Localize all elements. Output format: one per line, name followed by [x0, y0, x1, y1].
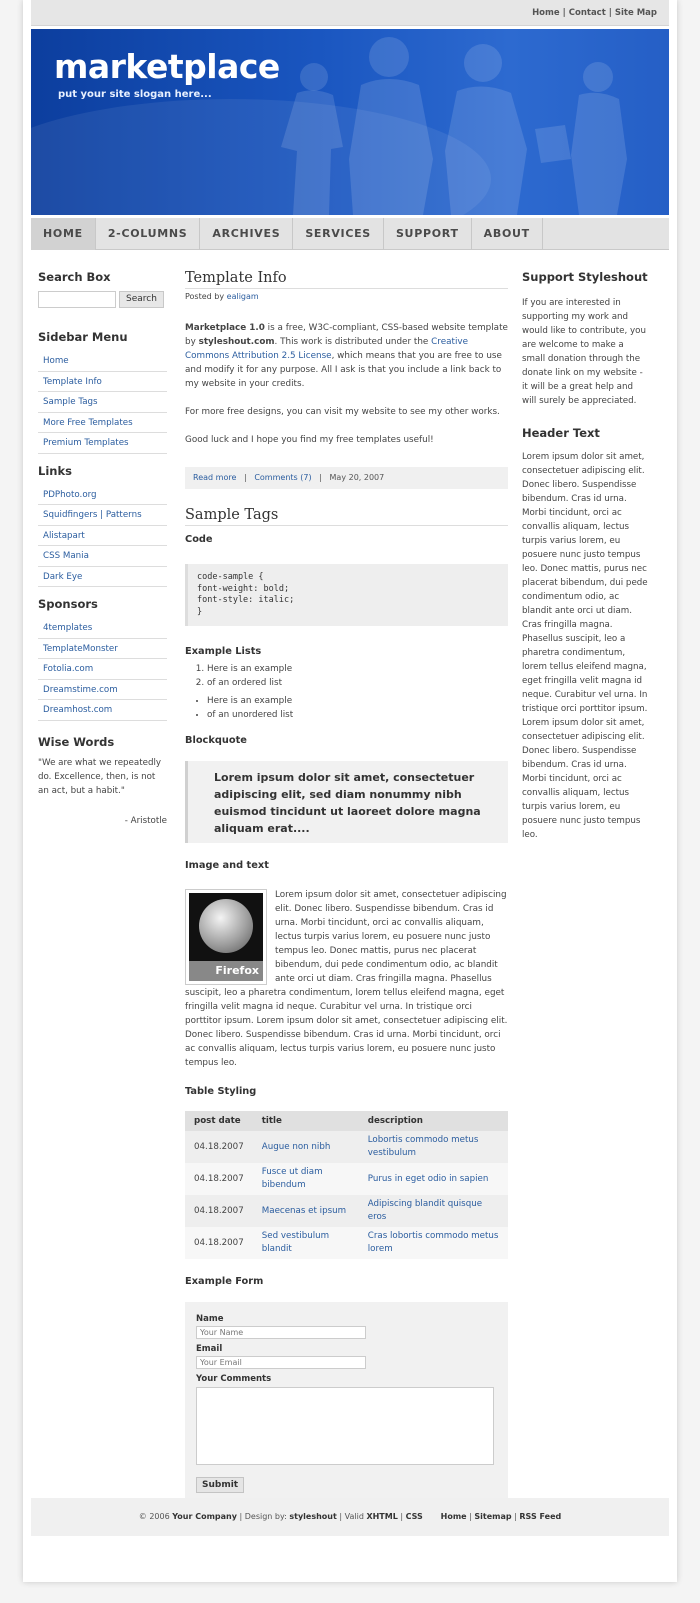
table-link[interactable]: Cras lobortis commodo metus lorem [367, 1231, 499, 1254]
post-paragraph: Marketplace 1.0 is a free, W3C-compliant, CSS-based website template by styleshout.com. This work is distributed under the Creative Commons Attribution 2.5 License, which means that you are free to use and modify it for any purpose. All I ask is that you include a link back to my website in your credits. [185, 323, 508, 389]
list-item: 2. of an ordered list [207, 676, 508, 690]
firefox-image-label: Firefox [189, 961, 263, 981]
left-sidebar [38, 270, 167, 828]
footer-rss-link[interactable]: RSS Feed [519, 1512, 562, 1521]
links-list [38, 485, 167, 588]
footer-css-link[interactable]: CSS [405, 1512, 423, 1521]
main-nav [31, 217, 669, 250]
nav-tab-services[interactable]: SERVICES [293, 218, 384, 250]
table-row [185, 1227, 508, 1259]
site-slogan: put your site slogan here... [58, 89, 212, 100]
page-container [23, 0, 677, 1582]
nav-tab-support[interactable]: SUPPORT [384, 218, 472, 250]
search-box-title: Search Box [38, 270, 111, 284]
top-link-contact[interactable]: Contact [568, 8, 606, 18]
table-link[interactable]: Purus in eget odio in sapien [367, 1173, 489, 1184]
link-item[interactable]: Alistapart [38, 526, 167, 547]
sponsors-title: Sponsors [38, 597, 98, 611]
sponsor-item[interactable]: Dreamstime.com [38, 680, 167, 701]
top-link-sitemap[interactable]: Site Map [614, 8, 657, 18]
footer-designer-link[interactable]: styleshout [289, 1512, 337, 1521]
sidebar-item-premium-templates[interactable]: Premium Templates [38, 433, 167, 454]
unordered-list [207, 694, 508, 722]
sponsor-item[interactable]: 4templates [38, 618, 167, 639]
link-item[interactable]: CSS Mania [38, 546, 167, 567]
table-row [185, 1163, 508, 1195]
link-item[interactable]: Squidfingers | Patterns [38, 505, 167, 526]
firefox-image [185, 889, 267, 985]
top-bar [31, 0, 669, 26]
footer: © 2006 Your Company | Design by: styleshout | Valid XHTML | CSS Home | Sitemap | RSS Feed [31, 1498, 669, 1536]
table-link[interactable]: Adipiscing blandit quisque eros [367, 1199, 483, 1222]
header-text-title: Header Text [522, 426, 600, 440]
name-field[interactable]: Your Name [196, 1326, 366, 1339]
footer-copyright: © 2006 [138, 1512, 170, 1521]
search-form [38, 291, 167, 308]
ordered-list [207, 662, 508, 690]
table-header-cell: title [253, 1111, 359, 1131]
main-content [185, 270, 508, 1505]
list-item: • Here is an example [207, 694, 508, 708]
table-cell: 04.18.2007 [185, 1131, 253, 1163]
top-link-home[interactable]: Home [532, 8, 560, 18]
wise-words-title: Wise Words [38, 734, 115, 749]
sponsor-item[interactable]: TemplateMonster [38, 639, 167, 660]
nav-tab-home[interactable]: HOME [31, 218, 96, 250]
post-paragraph: For more free designs, you can visit my website to see my other works. [185, 407, 500, 417]
post-title: Template Info [185, 270, 508, 289]
code-heading: Code [185, 534, 213, 545]
form-heading: Example Form [185, 1276, 264, 1287]
nav-tab-about[interactable]: ABOUT [472, 218, 543, 250]
post-date: May 20, 2007 [329, 473, 385, 482]
wise-author: - Aristotle [124, 815, 167, 826]
sponsor-item[interactable]: Fotolia.com [38, 659, 167, 680]
wise-quote: "We are what we repeatedly do. Excellence, then, is not an act, but a habit." [38, 757, 162, 796]
table-link[interactable]: Fusce ut diam bibendum [261, 1167, 323, 1190]
sponsor-item[interactable]: Dreamhost.com [38, 700, 167, 721]
sample-tags-title: Sample Tags [185, 507, 508, 526]
list-item: 1. Here is an example [207, 662, 508, 676]
sidebar-item-home[interactable]: Home [38, 351, 167, 372]
post-byline: Posted by ealigam [185, 292, 259, 301]
image-text-block [185, 888, 508, 1070]
links-title: Links [38, 463, 72, 478]
table-link[interactable]: Augue non nibh [261, 1141, 331, 1152]
table-header-row [185, 1111, 508, 1131]
table-heading: Table Styling [185, 1086, 257, 1097]
link-item[interactable]: PDPhoto.org [38, 485, 167, 506]
sidebar-menu-title: Sidebar Menu [38, 330, 128, 344]
table-row [185, 1195, 508, 1227]
sidebar-item-template-info[interactable]: Template Info [38, 372, 167, 393]
header-text-body: Lorem ipsum dolor sit amet, consectetuer adipiscing elit. Donec libero. Suspendisse bibendum. Cras id urna. Morbi tincidunt, orci ac convallis aliquam, lectus turpis varius lorem, eu posuere nunc justo tempus leo. Donec mattis, purus nec placerat bibendum, dui pede condimentum odio, ac blandit ante orci ut diam. Cras fringilla magna. Phasellus suscipit, leo a pharetra condimentum, lorem tellus eleifend magna, eget fringilla velit magna id neque. Curabitur vel urna. In tristique orci porttitor ipsum. Lorem ipsum dolor sit amet, consectetuer adipiscing elit. Donec libero. Suspendisse bibendum. Cras id urna. Morbi tincidunt, orci ac convallis aliquam, lectus turpis varius lorem, eu posuere nunc justo tempus leo. [522, 452, 648, 840]
sidebar-item-sample-tags[interactable]: Sample Tags [38, 392, 167, 413]
comments-textarea[interactable] [196, 1387, 494, 1465]
blockquote: Lorem ipsum dolor sit amet, consectetuer adipiscing elit, sed diam nonummy nibh euismod tincidunt ut laoreet dolore magna aliquam erat.... [185, 761, 508, 843]
read-more-link[interactable]: Read more [193, 473, 237, 482]
nav-tab-2-columns[interactable]: 2-COLUMNS [96, 218, 201, 250]
comments-link[interactable]: Comments (7) [254, 473, 312, 482]
comments-label: Your Comments [196, 1374, 272, 1384]
name-label: Name [196, 1314, 224, 1324]
support-text: If you are interested in supporting my work and would like to contribute, you are welcome to make a small donation through the donate link on my website - it will be a great help and will surely be appreciated. [522, 298, 647, 406]
email-label: Email [196, 1344, 223, 1354]
table-row [185, 1131, 508, 1163]
table-cell: 04.18.2007 [185, 1163, 253, 1195]
site-logo[interactable]: marketplace [54, 47, 280, 86]
table-link[interactable]: Lobortis commodo metus vestibulum [367, 1135, 479, 1158]
table-header-cell: post date [185, 1111, 253, 1131]
post-paragraph: Good luck and I hope you find my free templates useful! [185, 435, 434, 445]
license-link[interactable]: Creative Commons Attribution 2.5 License [185, 337, 469, 361]
support-title: Support Styleshout [522, 270, 648, 284]
sidebar-menu [38, 351, 167, 454]
table-header-cell: description [359, 1111, 508, 1131]
header-banner [31, 29, 669, 215]
search-button[interactable]: Search [119, 291, 164, 308]
right-sidebar [522, 270, 648, 860]
wise-words [38, 756, 167, 828]
footer-company: Your Company [172, 1512, 237, 1521]
post-footer: Read more | Comments (7) | May 20, 2007 [185, 467, 508, 489]
sidebar-item-more-free-templates[interactable]: More Free Templates [38, 413, 167, 434]
data-table [185, 1111, 508, 1259]
nav-tab-archives[interactable]: ARCHIVES [200, 218, 293, 250]
search-input[interactable] [38, 291, 116, 308]
example-lists-heading: Example Lists [185, 646, 262, 657]
post-author-link[interactable]: ealigam [226, 292, 259, 301]
footer-sitemap-link[interactable]: Sitemap [474, 1512, 512, 1521]
table-link[interactable]: Sed vestibulum blandit [261, 1231, 330, 1254]
image-paragraph: Lorem ipsum dolor sit amet, consectetuer adipiscing elit. Donec libero. Suspendisse bibendum. Cras id urna. Morbi tincidunt, orci ac convallis aliquam, lectus turpis varius lorem, eu posuere nunc justo tempus leo. Donec mattis, purus nec placerat bibendum, dui pede condimentum odio, ac blandit ante orci ut diam. Cras fringilla magna. Phasellus suscipit, leo a pharetra condimentum, lorem tellus eleifend magna, eget fringilla velit magna id neque. Curabitur vel urna. In tristique orci porttitor ipsum. Lorem ipsum dolor sit amet, consectetuer adipiscing elit. Donec libero. Suspendisse bibendum. Cras id urna. Morbi tincidunt, orci ac convallis aliquam, lectus turpis varius lorem, eu posuere nunc justo tempus leo. [185, 890, 508, 1068]
footer-xhtml-link[interactable]: XHTML [366, 1512, 398, 1521]
sponsors-list [38, 618, 167, 721]
code-sample: code-sample { font-weight: bold; font-style: italic; } [185, 564, 508, 626]
table-cell: 04.18.2007 [185, 1227, 253, 1259]
list-item: • of an unordered list [207, 708, 508, 722]
footer-home-link[interactable]: Home [440, 1512, 467, 1521]
firefox-logo-icon [199, 899, 253, 953]
table-link[interactable]: Maecenas et ipsum [261, 1205, 347, 1216]
table-cell: 04.18.2007 [185, 1195, 253, 1227]
submit-button[interactable]: Submit [196, 1477, 244, 1493]
image-text-heading: Image and text [185, 860, 269, 871]
top-links: Home | Contact | Site Map [532, 8, 657, 18]
blockquote-heading: Blockquote [185, 735, 247, 746]
email-field[interactable]: Your Email [196, 1356, 366, 1369]
link-item[interactable]: Dark Eye [38, 567, 167, 588]
example-form [185, 1302, 508, 1505]
